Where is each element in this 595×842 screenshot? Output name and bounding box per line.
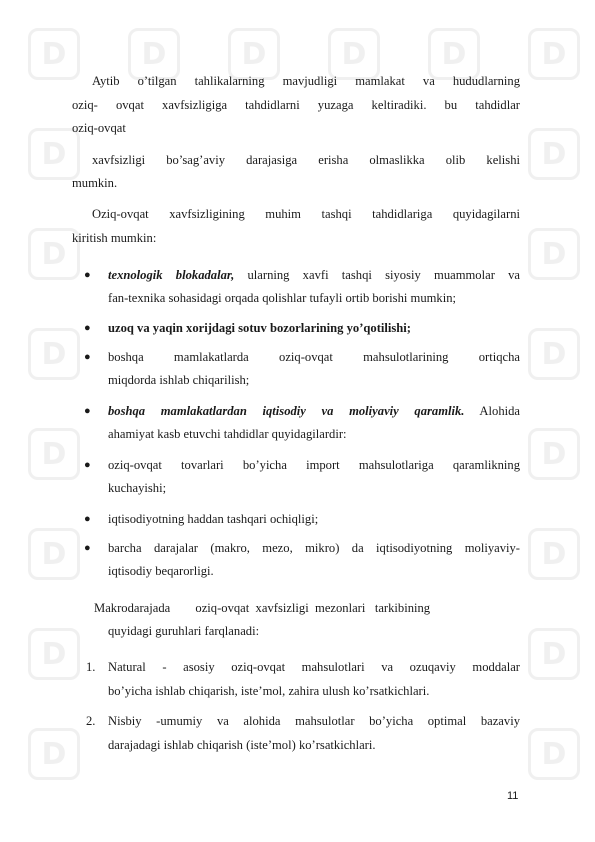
paragraph-line: xavfsizligi bo’sag’aviy darajasiga erisha olmaslikka olib kelishi (92, 153, 520, 167)
list-item-continuation: darajadagi ishlab chiqarish (iste’mol) ko’rsatkichlari. (108, 738, 376, 752)
list-item-continuation: iqtisodiy beqarorligi. (108, 564, 214, 578)
paragraph-line: Makrodarajada oziq-ovqat xavfsizligi mezonlari tarkibining (94, 601, 431, 615)
watermark-logo: D (28, 428, 80, 480)
watermark-logo: D (328, 28, 380, 80)
list-item-continuation: ahamiyat kasb etuvchi tahdidlar quyidagilardir: (108, 427, 347, 441)
watermark-logo: D (528, 728, 580, 780)
watermark-logo: D (528, 428, 580, 480)
watermark-logo: D (28, 528, 80, 580)
list-item: barcha darajalar (makro, mezo, mikro) da iqtisodiyotning moliyaviy- (108, 541, 520, 555)
watermark-logo: D (528, 228, 580, 280)
list-item-text: ularning xavfi tashqi siyosiy muammolar va (234, 268, 521, 282)
bullet-icon: ● (84, 351, 91, 363)
list-number: 1. (86, 660, 96, 674)
watermark-logo: D (528, 128, 580, 180)
bullet-icon: ● (84, 459, 91, 471)
watermark-logo: D (528, 528, 580, 580)
list-item: Nisbiy -umumiy va alohida mahsulotlar bo’yicha optimal bazaviy (108, 714, 520, 728)
watermark-logo: D (28, 628, 80, 680)
list-item-text: Alohida (464, 404, 520, 418)
list-item: oziq-ovqat tovarlari bo’yicha import mahsulotlariga qaramlikning (108, 458, 520, 472)
bullet-icon: ● (84, 269, 91, 281)
paragraph-line: oziq- ovqat xavfsizligiga tahdidlarni yuzaga keltiradiki. bu tahdidlar (72, 98, 520, 112)
list-item-continuation: bo’yicha ishlab chiqarish, iste’mol, zahira ulush ko’rsatkichlari. (108, 684, 430, 698)
list-item (108, 400, 520, 423)
watermark-logo: D (28, 128, 80, 180)
paragraph-line: Aytib o’tilgan tahlikalarning mavjudligi mamlakat va hududlarning (92, 74, 520, 88)
paragraph-line: mumkin. (72, 176, 118, 190)
watermark-logo: D (28, 328, 80, 380)
watermark-logo: D (528, 28, 580, 80)
watermark-logo: D (28, 28, 80, 80)
bullet-icon: ● (84, 405, 91, 417)
paragraph-line: Oziq-ovqat xavfsizligining muhim tashqi tahdidlariga quyidagilarni (92, 207, 520, 221)
page-number: 11 (507, 790, 519, 802)
list-item: uzoq va yaqin xorijdagi sotuv bozorlarining yo’qotilishi; (108, 321, 411, 335)
watermark-logo: D (528, 328, 580, 380)
watermark-logo: D (128, 28, 180, 80)
watermark-logo: D (28, 728, 80, 780)
watermark-logo: D (228, 28, 280, 80)
list-item-continuation: fan-texnika sohasidagi orqada qolishlar tufayli ortib borishi mumkin; (108, 291, 457, 305)
paragraph-line: quyidagi guruhlari farqlanadi: (108, 624, 260, 638)
watermark-logo: D (28, 228, 80, 280)
emphasis-text: texnologik blokadalar, (108, 268, 235, 282)
list-item: Natural - asosiy oziq-ovqat mahsulotlari va ozuqaviy moddalar (108, 660, 520, 674)
bullet-icon: ● (84, 542, 91, 554)
list-item-continuation: kuchayishi; (108, 481, 167, 495)
list-item: boshqa mamlakatlarda oziq-ovqat mahsulotlarining ortiqcha (108, 350, 520, 364)
list-item: iqtisodiyotning haddan tashqari ochiqligi; (108, 512, 319, 526)
list-item (108, 264, 520, 287)
bullet-icon: ● (84, 513, 91, 525)
list-number: 2. (86, 714, 96, 728)
bullet-icon: ● (84, 322, 91, 334)
list-item-continuation: miqdorda ishlab chiqarilish; (108, 373, 250, 387)
paragraph-line: kiritish mumkin: (72, 231, 157, 245)
watermark-logo: D (428, 28, 480, 80)
emphasis-text: boshqa mamlakatlardan iqtisodiy va moliyaviy qaramlik. (108, 404, 465, 418)
watermark-logo: D (528, 628, 580, 680)
paragraph-line: oziq-ovqat (72, 121, 126, 135)
